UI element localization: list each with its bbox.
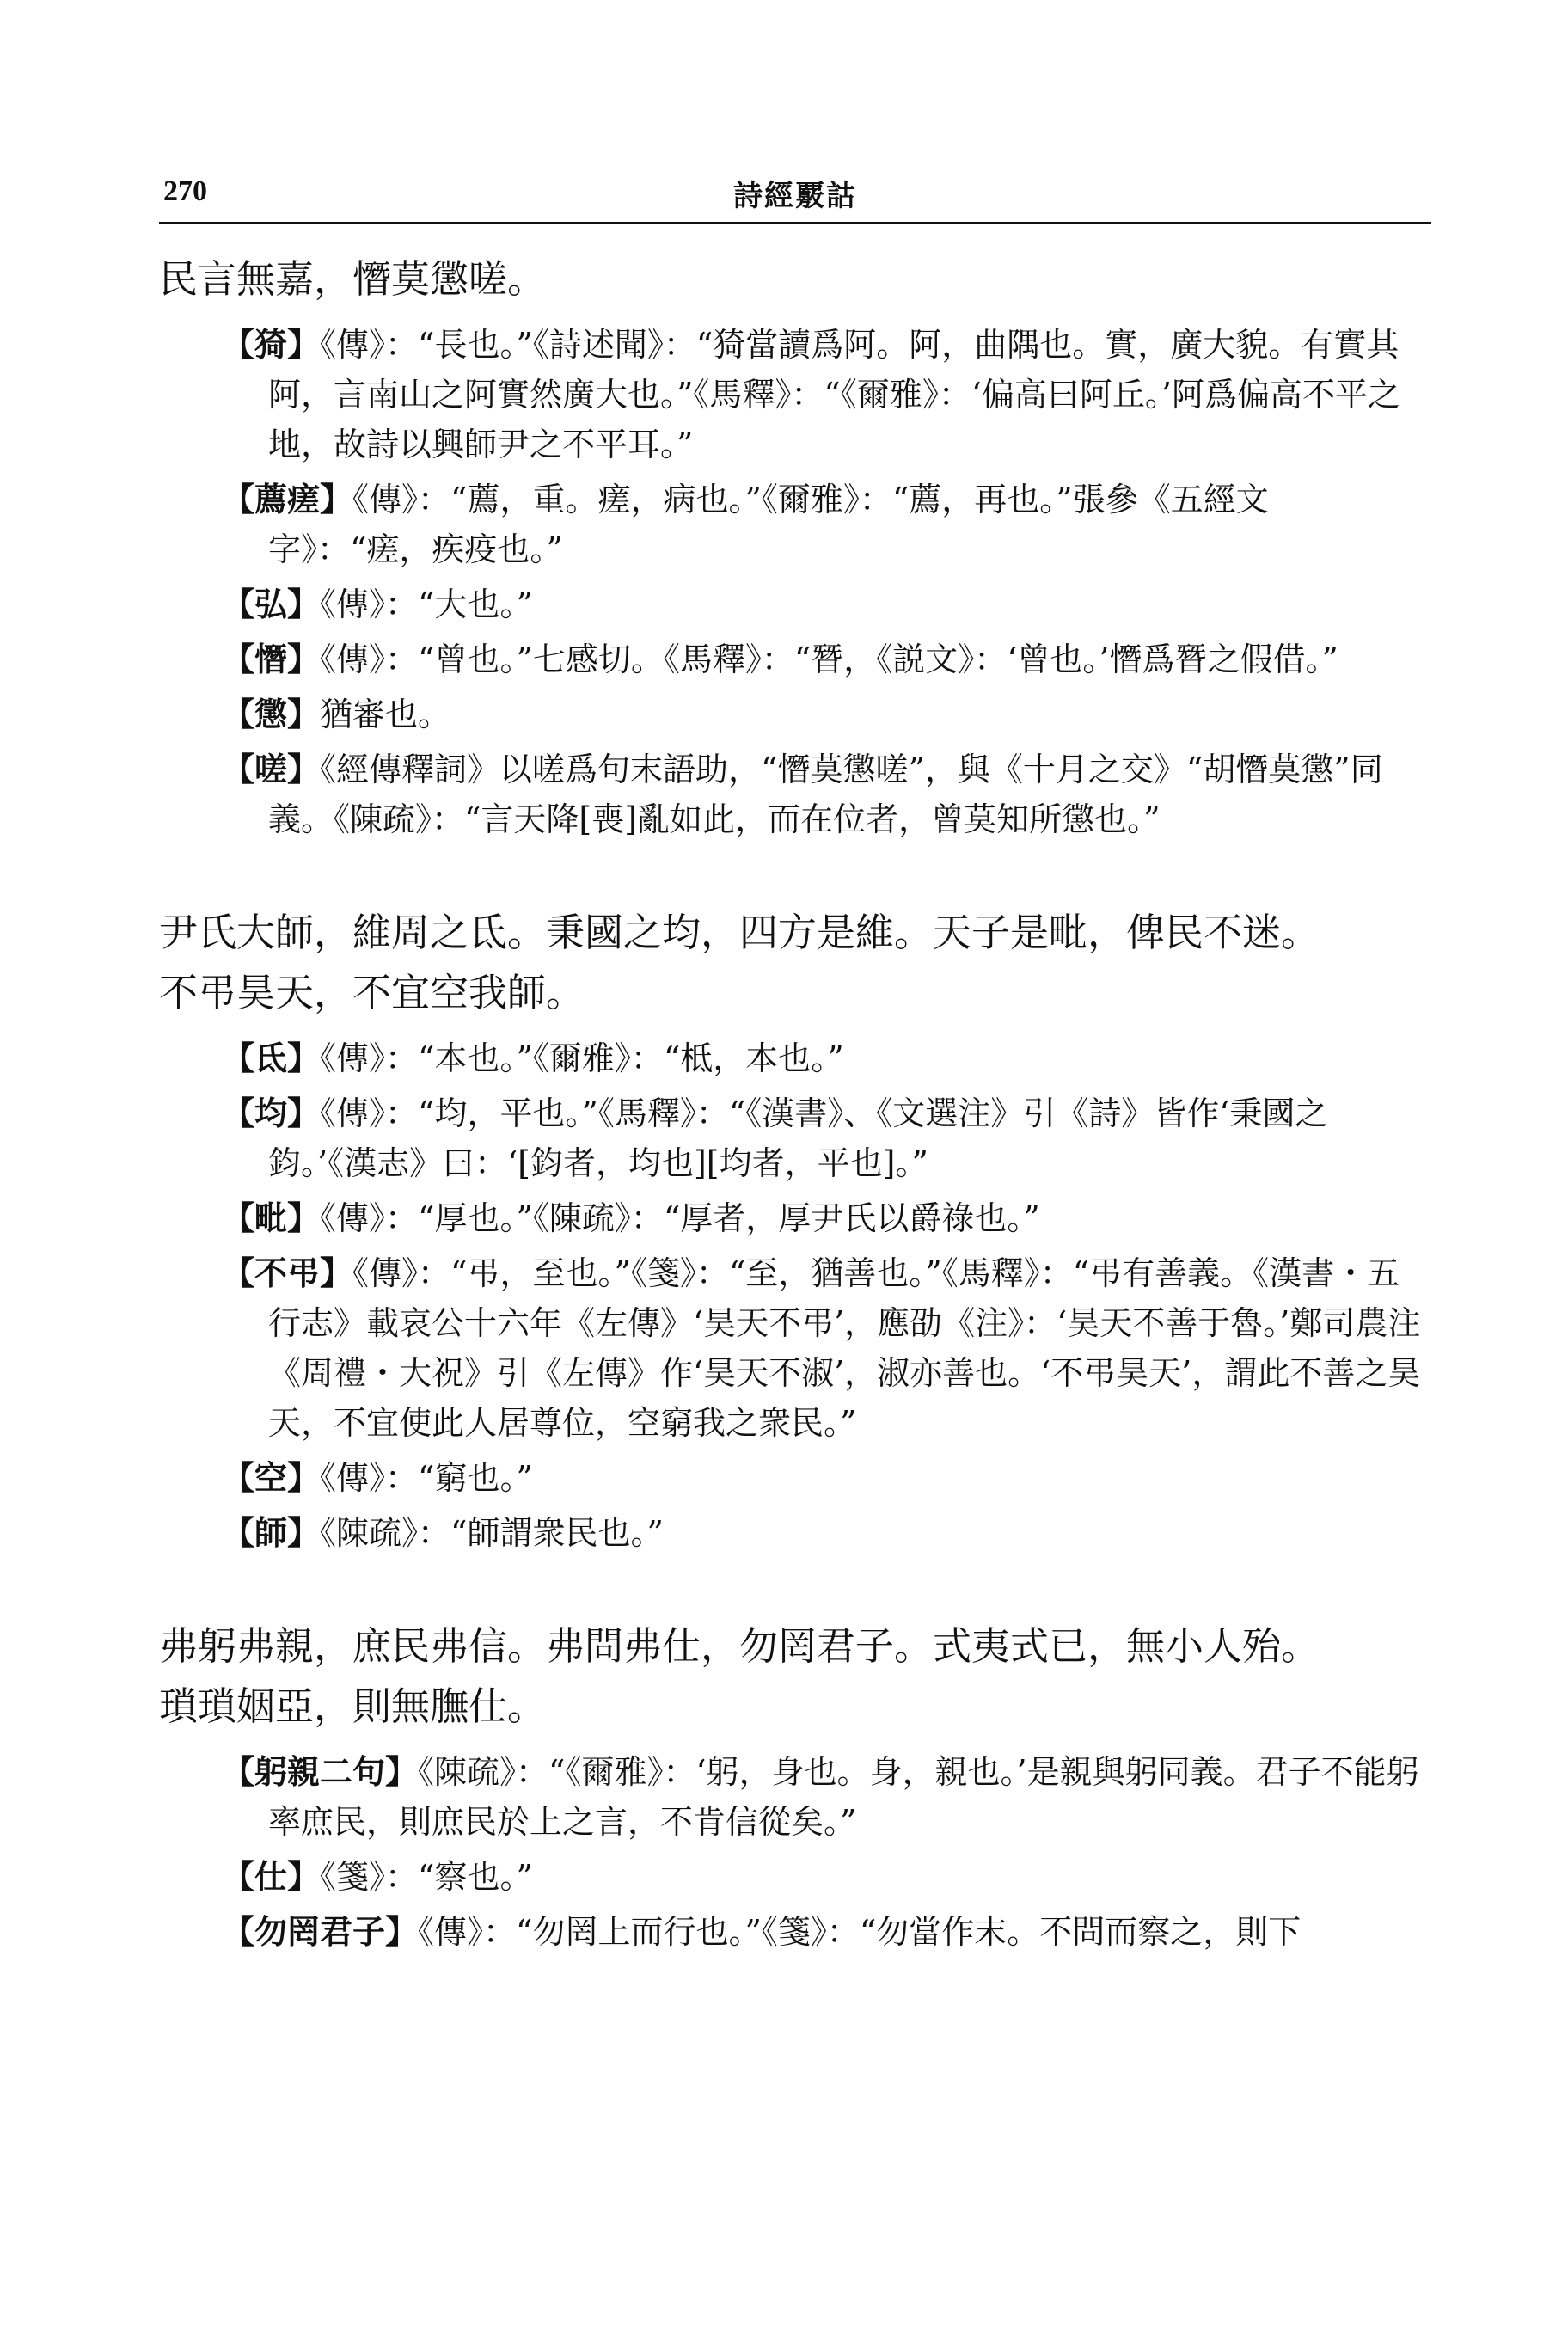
annotation-text: 《陳疏》：“師謂衆民也。” — [320, 1514, 664, 1552]
annotation-term: 【猗】 — [222, 325, 321, 364]
annotation-term: 【仕】 — [222, 1857, 321, 1896]
annotation-term: 【毗】 — [222, 1199, 321, 1237]
annotation-term: 【空】 — [222, 1458, 321, 1497]
annotation-list — [159, 320, 1431, 844]
annotation-item — [159, 1907, 1431, 1957]
annotation-item — [159, 1508, 1431, 1558]
annotation-text: 猶審也。 — [320, 696, 451, 733]
annotation-term: 【憯】 — [222, 640, 321, 678]
annotation-term: 【均】 — [222, 1094, 321, 1132]
annotation-term: 【懲】 — [222, 695, 321, 733]
annotation-text: 《傳》：“曾也。”七感切。《馬釋》：“朁，《説文》：‘曾也。’憯爲朁之假借。” — [320, 641, 1338, 678]
annotation-term: 【嗟】 — [222, 750, 321, 788]
verse-line: 弗躬弗親，庶民弗信。弗問弗仕，勿罔君子。式夷式已，無小人殆。 — [159, 1623, 1320, 1669]
annotation-term: 【薦瘥】 — [222, 480, 353, 518]
annotation-term: 【師】 — [222, 1513, 321, 1552]
verse-line: 瑣瑣姻亞，則無膴仕。 — [159, 1683, 547, 1729]
verse-line: 尹氏大師，維周之氐。秉國之均，四方是維。天子是毗，俾民不迷。 — [159, 910, 1320, 955]
stanza — [159, 903, 1431, 1558]
annotation-term: 【躬親二句】 — [222, 1752, 419, 1791]
annotation-text: 《傳》：“弔，至也。”《箋》：“至，猶善也。”《馬釋》：“弔有善義。《漢書・五行志》載哀公十六年《左傳》‘昊天不弔’，應劭《注》：‘昊天不善于魯。’鄭司農注《周禮・大祝》引《左傳》作‘昊天不淑’，淑亦善也。‘不弔昊天’，謂此不善之昊天，不宜使此人居尊位，空窮我之衆民。” — [268, 1254, 1421, 1442]
page-header — [163, 169, 1427, 220]
annotation-term: 【弘】 — [222, 585, 321, 623]
annotation-term: 【氐】 — [222, 1039, 321, 1077]
page-number: 270 — [163, 175, 207, 207]
header-rule — [159, 222, 1431, 224]
annotation-item — [159, 1852, 1431, 1902]
annotation-text: 《傳》：“窮也。” — [320, 1459, 533, 1497]
stanza — [159, 249, 1431, 844]
running-title: 詩經覈詁 — [733, 179, 857, 213]
annotation-item — [159, 1193, 1431, 1243]
annotation-text: 《傳》：“均，平也。”《馬釋》：“《漢書》、《文選注》引《詩》皆作‘秉國之鈞。’《漢志》曰：‘[鈞者，均也][均者，平也]。” — [268, 1094, 1328, 1182]
annotation-item — [159, 1033, 1431, 1083]
annotation-text: 《傳》：“本也。”《爾雅》：“柢，本也。” — [320, 1039, 844, 1077]
verse-line: 民言無嘉，憯莫懲嗟。 — [159, 256, 547, 302]
verse-line: 不弔昊天，不宜空我師。 — [159, 970, 585, 1015]
annotation-text: 《傳》：“大也。” — [320, 586, 533, 623]
annotation-text: 《箋》：“察也。” — [320, 1858, 533, 1896]
annotation-list — [159, 1747, 1431, 1957]
annotation-item — [159, 1248, 1431, 1448]
annotation-item — [159, 1747, 1431, 1847]
annotation-term: 【不弔】 — [222, 1254, 353, 1292]
annotation-item — [159, 579, 1431, 629]
annotation-text: 《傳》：“薦，重。瘥，病也。”《爾雅》：“薦，再也。”張參《五經文字》：“瘥，疾疫也。” — [268, 481, 1269, 568]
page-body — [159, 249, 1431, 2015]
stanza — [159, 1616, 1431, 1957]
annotation-term: 【勿罔君子】 — [222, 1912, 419, 1951]
annotation-text: 《傳》：“勿罔上而行也。”《箋》：“勿當作末。不問而察之，則下 — [418, 1913, 1302, 1951]
annotation-item — [159, 320, 1431, 469]
annotation-item — [159, 475, 1431, 574]
annotation-list — [159, 1033, 1431, 1558]
annotation-item — [159, 1088, 1431, 1188]
annotation-text: 《經傳釋詞》以嗟爲句末語助，“憯莫懲嗟”，與《十月之交》“胡憯莫懲”同義。《陳疏》：“言天降[喪]亂如此，而在位者，曾莫知所懲也。” — [268, 751, 1383, 838]
annotation-text: 《傳》：“長也。”《詩述聞》：“猗當讀爲阿。阿，曲隅也。實，廣大貌。有實其阿，言南山之阿實然廣大也。”《馬釋》：“《爾雅》：‘偏高曰阿丘。’阿爲偏高不平之地，故詩以興師尹之不平耳。” — [268, 326, 1401, 463]
annotation-item — [159, 635, 1431, 684]
annotation-text: 《陳疏》：“《爾雅》：‘躬，身也。身，親也。’是親與躬同義。君子不能躬率庶民，則庶民於上之言，不肯信從矣。” — [268, 1753, 1419, 1841]
annotation-item — [159, 745, 1431, 844]
annotation-item — [159, 690, 1431, 739]
annotation-item — [159, 1453, 1431, 1503]
annotation-text: 《傳》：“厚也。”《陳疏》：“厚者，厚尹氏以爵祿也。” — [320, 1199, 1040, 1237]
